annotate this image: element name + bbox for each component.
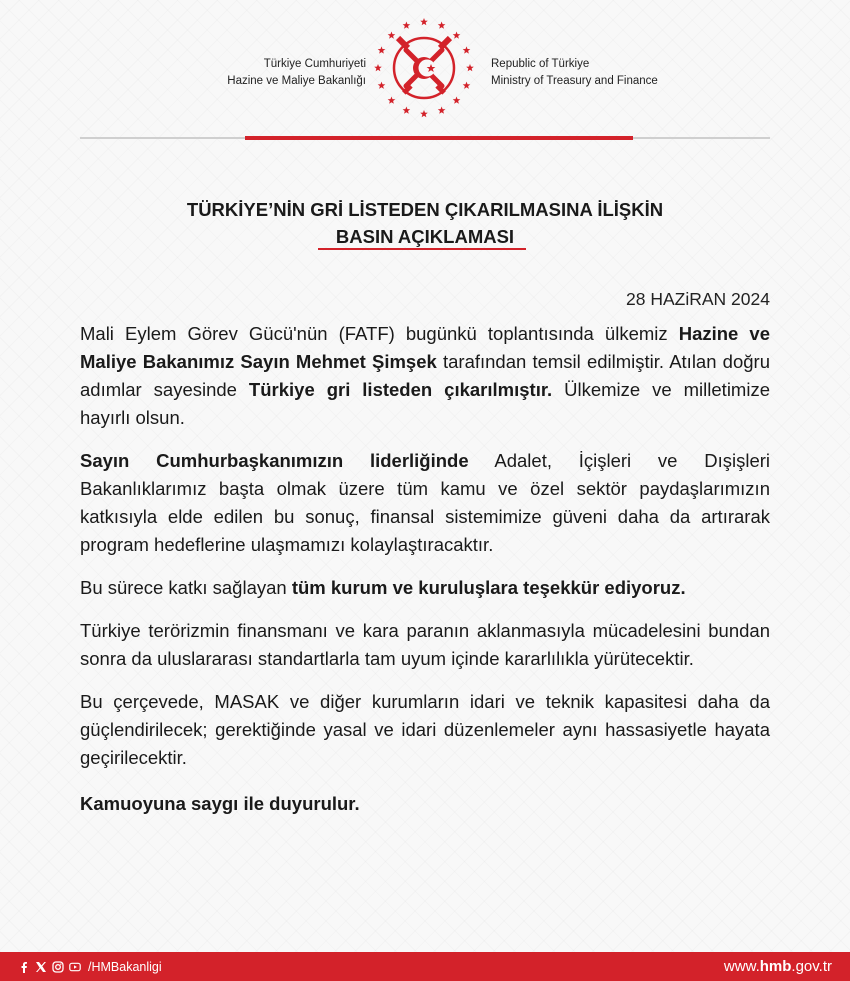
emblem-star <box>374 64 382 71</box>
instagram-icon[interactable] <box>52 961 64 973</box>
emblem-star <box>463 82 471 89</box>
youtube-icon[interactable] <box>69 961 81 973</box>
emblem-star <box>438 107 446 114</box>
emblem-star <box>403 107 411 114</box>
paragraph-5: Bu çerçevede, MASAK ve diğer kurumların idari ve teknik kapasitesi daha da güçlendirilecek; gerektiğinde yasal ve idari düzenlemeler aynı hassasiyetle hayata geçirilecektir. <box>80 691 770 768</box>
header-accent-divider <box>245 136 633 140</box>
emblem-star <box>466 64 474 71</box>
site-prefix: www. <box>723 958 760 975</box>
letterhead-tr-line2: Hazine ve Maliye Bakanlığı <box>227 75 366 87</box>
site-domain: hmb <box>759 958 792 975</box>
emblem-star <box>378 82 386 89</box>
emblem-star <box>438 22 446 29</box>
letterhead-en-line1: Republic of Türkiye <box>491 58 590 70</box>
p1-bold-1: Hazine ve Maliye Bakanımız Sayın Mehmet Şimşek <box>80 323 770 372</box>
emblem-star <box>403 22 411 29</box>
p3-bold-1: tüm kurum ve kuruluşlara teşekkür ediyoruz. <box>291 577 686 598</box>
website-link[interactable] <box>724 958 832 975</box>
emblem-star <box>378 46 386 53</box>
paragraph-4: Türkiye terörizmin finansmanı ve kara paranın aklanmasıyla mücadelesini bundan sonra da uluslararası standartlarla tam uyum içinde kararlılıkla yürütecektir. <box>80 620 770 669</box>
release-body <box>80 320 770 833</box>
letterhead-tr-line1: Türkiye Cumhuriyeti <box>263 58 366 70</box>
paragraph-3 <box>80 574 770 602</box>
p1-bold-2: Türkiye gri listeden çıkarılmıştır. <box>248 379 553 400</box>
x-icon[interactable] <box>35 961 47 973</box>
letterhead-turkish <box>227 56 366 90</box>
paragraph-1 <box>80 320 770 432</box>
title-line1: TÜRKİYE’NİN GRİ LİSTEDEN ÇIKARILMASINA İLİŞKİN <box>186 199 664 220</box>
release-date: 28 HAZiRAN 2024 <box>626 289 770 309</box>
letterhead-en-line2: Ministry of Treasury and Finance <box>491 75 658 87</box>
emblem-star <box>453 31 461 38</box>
emblem-star <box>463 46 471 53</box>
p1-text-2: tarafından temsil edilmiştir. Atılan doğru adımlar sayesinde <box>80 351 770 400</box>
site-suffix: .gov.tr <box>791 958 832 975</box>
facebook-icon[interactable] <box>18 961 30 973</box>
paragraph-2 <box>80 447 770 559</box>
social-links <box>18 959 162 975</box>
emblem-star <box>420 18 428 25</box>
letterhead-english <box>491 56 658 90</box>
ministry-emblem-icon <box>368 12 480 124</box>
closing-line <box>80 790 770 818</box>
p2-bold-1: Sayın Cumhurbaşkanımızın liderliğinde <box>80 450 469 471</box>
emblem-star <box>453 97 461 104</box>
p1-text-3: Ülkemize ve milletimize hayırlı olsun. <box>80 379 770 428</box>
title-line2: BASIN AÇIKLAMASI <box>335 226 515 247</box>
letterhead <box>0 0 850 140</box>
emblem-star <box>388 31 396 38</box>
social-handle[interactable]: /HMBakanligi <box>88 960 162 974</box>
p2-text-1: Adalet, İçişleri ve Dışişleri Bakanlıklarımız başta olmak üzere tüm kamu ve özel sektör paydaşlarımızın katkısıyla elde edilen bu sonuç, finansal sistemimize güveni daha da artırarak program hedeflerine ulaşmamızı kolaylaştıracaktır. <box>80 450 771 555</box>
closing-text: Kamuoyuna saygı ile duyurulur. <box>80 793 360 814</box>
page-title <box>0 196 850 250</box>
p3-text-1: Bu sürece katkı sağlayan <box>80 577 292 598</box>
p1-text-1: Mali Eylem Görev Gücü'nün (FATF) bugünkü toplantısında ülkemiz <box>80 323 679 344</box>
emblem-star <box>420 110 428 117</box>
emblem-star <box>388 97 396 104</box>
footer-bar <box>0 952 850 981</box>
title-underline <box>318 248 526 250</box>
